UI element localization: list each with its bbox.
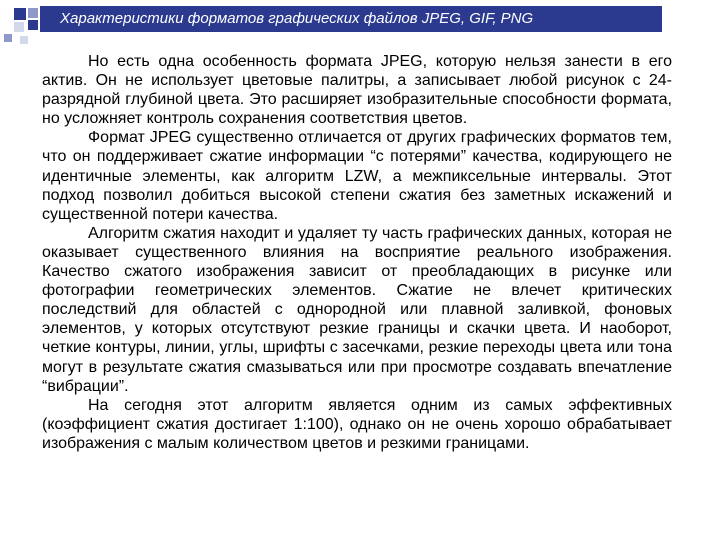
paragraph: На сегодня этот алгоритм является одним из самых эффективных (коэффициент сжатия достигает 1:100), однако он не очень хорошо обрабатывает изображения с малым количеством цветов и резкими границами. (42, 396, 672, 452)
paragraph: Алгоритм сжатия находит и удаляет ту часть графических данных, которая не оказывает существенного влияния на восприятие реального изображения. Качество сжатого изображения зависит от преобладающих в рисунке или фотографии геометрических элементов. Сжатие не влечет критических последствий для областей с однородной или плавной заливкой, фоновых элементов, у которых отсутствуют резкие границы и скачки цвета. И наоборот, четкие контуры, линии, углы, шрифты с засечками, резкие переходы цвета или тона могут в результате сжатия смазываться или при просмотре создавать впечатление “вибрации”. (42, 224, 672, 395)
decor-square (28, 8, 38, 18)
decor-square (4, 34, 12, 42)
decor-square (28, 20, 38, 30)
slide-body (42, 52, 672, 453)
decor-square (14, 22, 24, 32)
decor-square (20, 36, 28, 44)
decor-square (14, 8, 26, 20)
paragraph: Но есть одна особенность формата JPEG, которую нельзя занести в его актив. Он не использует цветовые палитры, а записывает любой рисунок с 24-разрядной глубиной цвета. Это расширяет изобразительные способности формата, но усложняет контроль сохранения соответствия цветов. (42, 53, 672, 128)
slide-title: Характеристики форматов графических файлов JPEG, GIF, PNG (60, 10, 534, 27)
paragraph: Формат JPEG существенно отличается от других графических форматов тем, что он поддерживает сжатие информации “с потерями” качества, кодирующего не идентичные элементы, как алгоритм LZW, а межпиксельные интервалы. Этот подход позволил добиться высокой степени сжатия без заметных искажений и существенной потери качества. (42, 129, 672, 223)
